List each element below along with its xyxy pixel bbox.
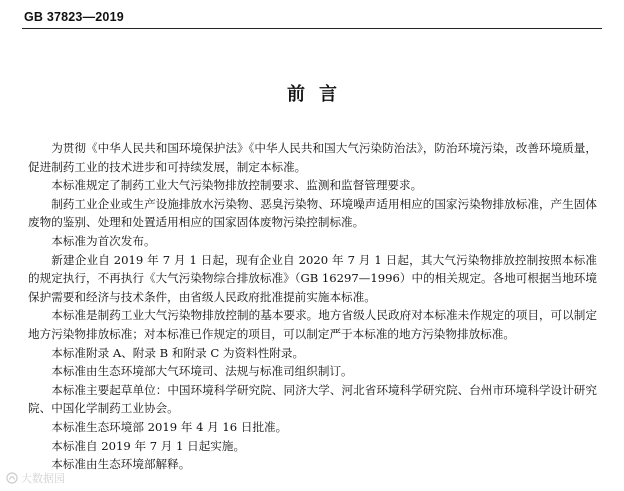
paragraph-appendices: 本标准附录 A、附录 B 和附录 C 为资料性附录。 bbox=[51, 345, 305, 360]
watermark-text: 大数据园 bbox=[21, 472, 65, 485]
foreword-body bbox=[28, 139, 597, 474]
paragraph-interpretation: 本标准由生态环境部解释。 bbox=[51, 457, 191, 472]
paragraph-scope: 本标准规定了制药工业大气污染物排放控制要求、监测和监督管理要求。 bbox=[51, 178, 423, 193]
paragraph-effective-rules: 新建企业自 2019 年 7 月 1 日起，现有企业自 2020 年 7 月 1 日起，其大气污染物排放控制按照本标准的规定执行，不再执行《大气污染物综合排放标准》（GB 16297—1996）中的相关规定。各地可根据当地环境保护需要和经济与技术条件，由省级人民政府批准提前实施本标准。 bbox=[28, 252, 597, 304]
paragraph-implementation: 本标准自 2019 年 7 月 1 日起实施。 bbox=[51, 438, 246, 453]
standard-code: GB 37823—2019 bbox=[24, 10, 124, 24]
paragraph-applicability: 制药工业企业或生产设施排放水污染物、恶臭污染物、环境噪声适用相应的国家污染物排放标准，产生固体废物的鉴别、处理和处置适用相应的国家固体废物污染控制标准。 bbox=[28, 196, 597, 230]
paragraph-organizer: 本标准由生态环境部大气环境司、法规与标准司组织制订。 bbox=[51, 364, 353, 379]
paragraph-purpose: 为贯彻《中华人民共和国环境保护法》《中华人民共和国大气污染防治法》，防治环境污染，改善环境质量，促进制药工业的技术进步和可持续发展，制定本标准。 bbox=[28, 141, 597, 174]
page-title: 前言 bbox=[287, 84, 351, 105]
paragraph-first-release: 本标准为首次发布。 bbox=[51, 233, 156, 248]
header-rule bbox=[22, 28, 602, 29]
paragraph-drafters: 本标准主要起草单位：中国环境科学研究院、同济大学、河北省环境科学研究院、台州市环境科学设计研究院、中国化学制药工业协会。 bbox=[28, 382, 597, 416]
paragraph-basic-requirements: 本标准是制药工业大气污染物排放控制的基本要求。地方省级人民政府对本标准未作规定的项目，可以制定地方污染物排放标准；对本标准已作规定的项目，可以制定严于本标准的地方污染物排放标准。 bbox=[28, 308, 597, 341]
paragraph-approval: 本标准生态环境部 2019 年 4 月 16 日批准。 bbox=[51, 419, 288, 434]
watermark-logo-icon bbox=[6, 472, 18, 484]
